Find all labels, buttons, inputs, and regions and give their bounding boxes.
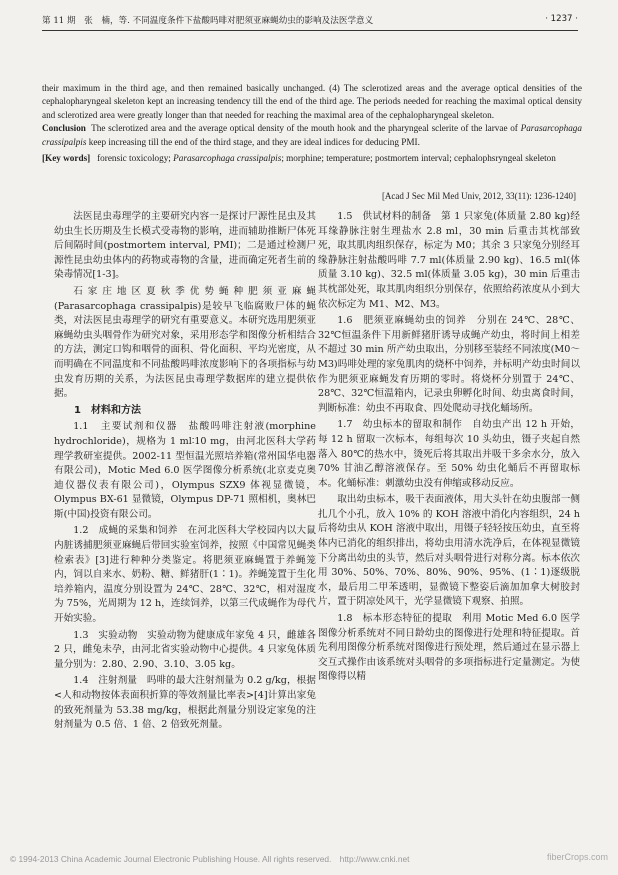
keywords — [42, 152, 582, 165]
right-column — [318, 210, 580, 687]
abstract-results-tail: their maximum in the third age, and then remained basically unchanged. (4) The sclerotized areas and the average optical densities of the cephalopharyngeal skeleton kept an increasing tendency till the end of the third age. The periods needed for reaching the maximal optical density and sclerotized area were greatly longer than that needed for reaching the maximal area of the cephalopharyngeal skeleton. — [42, 83, 582, 120]
citation: [Acad J Sec Mil Med Univ, 2012, 33(11): 1236-1240] — [381, 191, 576, 201]
conclusion-species: Parasarcophaga crassipalpis — [42, 123, 582, 147]
running-header — [42, 14, 578, 28]
conclusion-text-pre: The sclerotized area and the average optical density of the mouth hook and the pharyngeal sclerite of the larvae of — [91, 123, 521, 134]
running-header-title: 第 11 期 张 楠，等. 不同温度条件下盐酸吗啡对肥须亚麻蝇幼虫的影响及法医学意义 — [42, 16, 374, 26]
methods-1-8: 1.8 标本形态特征的提取 利用 Motic Med 6.0 医学图像分析系统对不同日龄幼虫的图像进行处理和特征提取。首先利用图像分析系统对图像进行预处理，然后通过在显示器上交互式操作由该系统对头咽骨的多项指标进行定量测定。为使图像得以精 — [318, 613, 580, 683]
methods-1-2: 1.2 成蝇的采集和饲养 在河北医科大学校园内以大鼠内脏诱捕肥须亚麻蝇后带回实验室饲养，按照《中国常见蝇类检索表》[3]进行种种分类鉴定。将肥须亚麻蝇置于养蝇笼内，饲以自来水、奶粉、糖、鲜猪肝(1∶1)。养蝇笼置于生化培养箱内，温度分别设置为 24℃、28℃、32℃，相对湿度为 75%，光周期为 12 h，连续饲养，以第三代成蝇作为母代开始实验。 — [54, 525, 316, 625]
intro-paragraph-2: 石家庄地区夏秋季优势蝇种肥须亚麻蝇(Parasarcophaga crassipalpis)是较早飞临腐败尸体的蝇类，对法医昆虫毒理学的研究有重要意义。本研究选用肥须亚麻蝇幼虫头咽骨作为研究对象，采用形态学和图像分析相结合的方法，测定口钩和咽骨的面积、骨化面积、平均光密度，从而明确在不同温度和不同盐酸吗啡浓度影响下的各项指标与幼虫发育历期的关系，为法医昆虫毒理学数据库的建立提供依据。 — [54, 285, 316, 400]
conclusion-label: Conclusion — [42, 123, 86, 134]
header-rule — [42, 30, 578, 31]
keywords-species: Parasarcophaga crassipalpis — [173, 153, 282, 163]
abstract-english — [42, 82, 582, 149]
methods-1-4: 1.4 注射剂量 吗啡的最大注射剂量为 0.2 g/kg，根据<人和动物按体表面积折算的等效剂量比率表>[4]计算出家兔的致死剂量为 53.38 mg/kg，根据此剂量分别设定家兔的注射剂量为 0.5 倍、1 倍、2 倍致死剂量。 — [54, 675, 316, 731]
footer-url[interactable]: http://www.cnki.net — [339, 854, 410, 864]
abstract-conclusion — [42, 122, 582, 149]
keywords-label: [Key words] — [42, 153, 91, 163]
keywords-part2: ; morphine; temperature; postmortem interval; cephalophsryngeal skeleton — [281, 153, 556, 163]
methods-1-1: 1.1 主要试剂和仪器 盐酸吗啡注射液(morphine hydrochloride)，规格为 1 ml∶10 mg，由河北医科大学药理学教研室提供。2002-11 型恒温光照培养箱(常州国华电器有限公司)，Motic Med 6.0 医学图像分析系统(北京麦克奥迪仪器仪表有限公司)，Olympus SZX9 体视显微镜，Olympus BX-61 显微镜，Olympus DP-71 照相机，奥林巴斯(中国)投资有限公司。 — [54, 421, 316, 520]
intro-paragraph-1: 法医昆虫毒理学的主要研究内容一是探讨尸源性昆虫及其幼虫生长历期及生长模式受毒物的影响，进而辅助推断尸体死后间隔时间(postmortem interval, PMI)；二是通过检测尸源性昆虫幼虫体内的药物或毒物的含量，进而确定死者生前的染毒情况[1-3]。 — [54, 211, 316, 281]
methods-1-5: 1.5 供试材料的制备 第 1 只家兔(体质量 2.80 kg)经耳缘静脉注射生理盐水 2.8 ml，30 min 后重击其枕部致死，取其肌肉组织保存，标定为 M0；其余 3 只家兔分别经耳缘静脉注射盐酸吗啡 7.7 ml(体质量 2.90 kg)、16.5 ml(体质量 3.10 kg)、32.5 ml(体质量 3.05 kg)，30 min 后重击其枕部处死，取其肌肉组织分别保存，依照给药浓度从小到大依次标定为 M1、M2、M3。 — [318, 211, 580, 310]
left-column — [54, 210, 316, 735]
footer — [10, 854, 608, 864]
methods-1-6: 1.6 肥须亚麻蝇幼虫的饲养 分别在 24℃、28℃、32℃恒温条件下用新鲜猪肝诱导成蝇产幼虫，将时间上相差不超过 30 min 所产幼虫取出，分别移至装经不同浓度(M0～M3)吗啡处理的家兔肌肉的烧杯中饲养，并标明产幼虫时间以作为肥须亚麻蝇发育历期的零时。将烧杯分别置于 24℃、28℃、32℃恒温箱内，记录虫卵孵化时间、幼虫离食时间，判断标准：幼虫不再取食、四处爬动寻找化蛹场所。 — [318, 315, 580, 414]
methods-1-7-cont: 取出幼虫标本，吸干表面液体，用大头针在幼虫腹部一侧扎几个小孔，放入 10% 的 KOH 溶液中消化内容组织，24 h 后将幼虫从 KOH 溶液中取出，用镊子轻轻按压幼虫，直至将体内已消化的组织排出，将幼虫用清水洗净后，在体视显微镜下分离出幼虫的头节，然后对头咽骨进行对称分离。标本依次用 30%、50%、70%、80%、90%、95%、(1∶1)逐级脱水，最后用二甲苯透明，显微镜下整姿后滴加加拿大树胶封片，置于阴凉处风干，光学显微镜下观察、拍照。 — [318, 494, 580, 608]
footer-copyright: © 1994-2013 China Academic Journal Electronic Publishing House. All rights reserved. — [10, 854, 332, 864]
conclusion-text-post: keep increasing till the end of the third stage, and they are ideal indices for deducing PMI. — [86, 136, 420, 147]
keywords-part1: forensic toxicology; — [97, 153, 171, 163]
methods-1-7: 1.7 幼虫标本的留取和制作 自幼虫产出 12 h 开始，每 12 h 留取一次标本，每组每次 10 头幼虫，镊子夹起自然落入 80℃的热水中，烫死后将其取出并吸干多余水分，放入 70% 甘油乙醇溶液保存。至 50% 幼虫化蛹后不再留取标本。化蛹标准：刺激幼虫没有伸缩或移动反应。 — [318, 419, 580, 489]
section-heading-methods: 1 材料和方法 — [74, 404, 141, 416]
watermark-logo: fiberCrops.com — [546, 852, 608, 862]
methods-1-3: 1.3 实验动物 实验动物为健康成年家兔 4 只，雌雄各 2 只，雌兔未孕，由河北省实验动物中心提供。4 只家兔体质量分别为：2.80、2.90、3.10、3.05 kg。 — [54, 629, 316, 670]
page-number: · 1237 · — [545, 14, 578, 24]
